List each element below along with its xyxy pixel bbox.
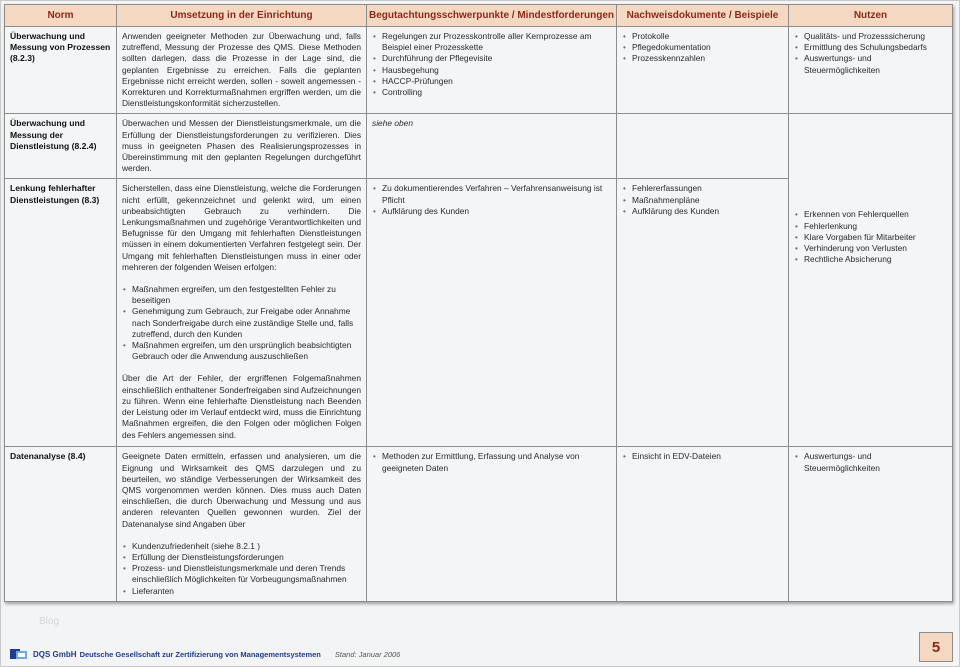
nutzen-cell [789,27,953,114]
list-item: • Rechtliche Absicherung [794,254,947,265]
list-item: • Klare Vorgaben für Mitarbeiter [794,232,947,243]
header-umsetzung: Umsetzung in der Einrichtung [117,5,367,27]
list-item: • Maßnahmenpläne [622,195,783,206]
bullet-list [622,183,783,217]
norm-cell: Lenkung fehlerhafter Dienstleistungen (8.3) [5,179,117,447]
list-item: • Maßnahmen ergreifen, um den ursprünglich beabsichtigten Gebrauch oder die Anwendung auszuschließen [122,340,361,362]
page-number: 5 [919,632,953,662]
nachweis-cell [617,114,789,179]
bullet-list [622,451,783,462]
umsetzung-cell [117,447,367,601]
table-row [5,114,953,179]
nutzen-cell [789,447,953,601]
list-item: • Methoden zur Ermittlung, Erfassung und Analyse von geeigneten Daten [372,451,611,473]
nachweis-cell [617,27,789,114]
begutachtung-cell [367,114,617,179]
umsetzung-outro: Über die Art der Fehler, der ergriffenen Folgemaßnahmen einschließlich enthaltener Sonderfreigaben sind Aufzeichnungen zu führen. Wenn eine fehlerhafte Dienstleistung nach Beenden der Leistung oder im Verlauf entdeckt wird, muss die Einrichtung Maßnahmen ergreifen, die den Folgen oder möglichen Folgen des Fehlers angemessen sind. [122,373,361,440]
begutachtung-cell [367,27,617,114]
list-item: • Fehlererfassungen [622,183,783,194]
list-item: • Aufklärung des Kunden [622,206,783,217]
begutachtung-cell [367,447,617,601]
nachweis-cell [617,179,789,447]
list-item: • Fehlerlenkung [794,221,947,232]
header-nachweis: Nachweisdokumente / Beispiele [617,5,789,27]
bullet-list [622,31,783,65]
norm-cell: Überwachung und Messung der Dienstleistung (8.2.4) [5,114,117,179]
list-item: • Controlling [372,87,611,98]
list-item: • Einsicht in EDV-Dateien [622,451,783,462]
list-item: • Aufklärung des Kunden [372,206,611,217]
bullet-list [122,541,361,597]
list-item: • Erkennen von Fehlerquellen [794,209,947,220]
bullet-list [794,209,947,265]
watermark-text: Blog [39,616,60,627]
bullet-list [794,31,947,76]
norm-cell: Überwachung und Messung von Prozessen (8.2.3) [5,27,117,114]
umsetzung-cell: Überwachen und Messen der Dienstleistungsmerkmale, um die Erfüllung der Dienstleistungsforderungen zu verifizieren. Dies muss in geeigneten Phasen des Realisierungsprozesses in Übereinstimmung mit den geplanten Regelungen durchgeführt werden. [117,114,367,179]
bullet-list [794,451,947,473]
list-item: • Prozesskennzahlen [622,53,783,64]
norm-cell: Datenanalyse (8.4) [5,447,117,601]
list-item: • Ermittlung des Schulungsbedarfs [794,42,947,53]
header-norm: Norm [5,5,117,27]
list-item: • Erfüllung der Dienstleistungsforderungen [122,552,361,563]
umsetzung-intro: Geeignete Daten ermitteln, erfassen und analysieren, um die Eignung und Wirksamkeit des QMS darzulegen und zu beurteilen, wo ständige Verbesserungen der Wirksamkeit des QMS vorgenommen werden können. Dies muss auch Daten einschließen, die durch Überwachung und Messung und aus anderen relevanten Quellen gewonnen wurden. Ziel der Datenanalyse sind Angaben über [122,451,361,529]
list-item: • Lieferanten [122,586,361,597]
company-name: DQS GmbH [33,649,77,659]
nachweis-cell [617,447,789,601]
list-item: • Protokolle [622,31,783,42]
bullet-list [372,451,611,473]
umsetzung-cell: Anwenden geeigneter Methoden zur Überwachung und, falls zutreffend, Messung der Prozesse des QMS. Diese Methoden sollten darlegen, dass die Prozesse in der Lage sind, die geplanten Ergebnisse zu erreichen. Falls die geplanten Ergebnisse nicht erreicht werden, sollen - soweit angemessen - Korrekturen und Korrekturmaßnahmen ergriffen werden, um die Dienstleistungskonformität sicherzustellen. [117,27,367,114]
umsetzung-cell [117,179,367,447]
dqs-logo-icon [10,648,27,660]
list-item: • Kundenzufriedenheit (siehe 8.2.1 ) [122,541,361,552]
list-item: • Regelungen zur Prozesskontrolle aller Kernprozesse am Beispiel einer Prozesskette [372,31,611,53]
header-begutachtung: Begutachtungsschwerpunkte / Mindestforderungen [367,5,617,27]
list-item: • Pflegedokumentation [622,42,783,53]
umsetzung-intro: Sicherstellen, dass eine Dienstleistung, welche die Forderungen nicht erfüllt, gekennzeichnet und gelenkt wird, um einen unbeabsichtigten Gebrauch zu verhindern. Die Lenkungsmaßnahmen und zugehörige Verantwortlichkeiten und Befugnisse für den Umgang mit fehlerhaften Dienstleistungen müssen in einem dokumentierten Verfahren festgelegt sein. Der Umgang mit fehlerhaften Dienstleistungen muss in einer oder mehreren der folgenden Weisen erfolgen: [122,183,361,272]
list-item: • Prozess- und Dienstleistungsmerkmale und deren Trends einschließlich Möglichkeiten für Vorbeugungsmaßnahmen [122,563,361,585]
header-nutzen: Nutzen [789,5,953,27]
list-item: • Auswertungs- und Steuermöglichkeiten [794,53,947,75]
table-row [5,27,953,114]
company-full-name: Deutsche Gesellschaft zur Zertifizierung von Managementsystemen [79,649,321,659]
footer [10,648,400,660]
list-item: • Verhinderung von Verlusten [794,243,947,254]
list-item: • Zu dokumentierendes Verfahren – Verfahrensanweisung ist Pflicht [372,183,611,205]
begutachtung-cell [367,179,617,447]
list-item: • Auswertungs- und Steuermöglichkeiten [794,451,947,473]
revision-date: Stand: Januar 2006 [334,649,401,659]
list-item: • Durchführung der Pflegevisite [372,53,611,64]
table-row [5,447,953,601]
see-above-text: siehe oben [372,118,413,129]
bullet-list [372,183,611,217]
nutzen-cell-merged [789,114,953,447]
list-item: • HACCP-Prüfungen [372,76,611,87]
list-item: • Genehmigung zum Gebrauch, zur Freigabe oder Annahme nach Sonderfreigabe durch eine zuständige Stelle und, falls zutreffend, durch den Kunden [122,306,361,340]
list-item: • Qualitäts- und Prozesssicherung [794,31,947,42]
bullet-list [122,284,361,362]
requirements-table [4,4,953,602]
table-header-row [5,5,953,27]
bullet-list [372,31,611,98]
list-item: • Hausbegehung [372,65,611,76]
list-item: • Maßnahmen ergreifen, um den festgestellten Fehler zu beseitigen [122,284,361,306]
